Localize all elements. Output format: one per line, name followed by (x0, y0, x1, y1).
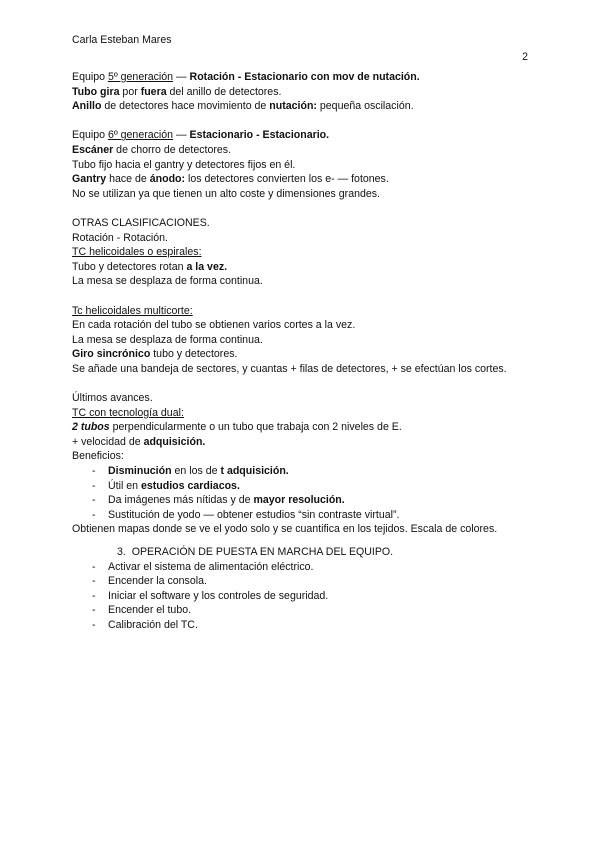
document-body (72, 70, 542, 633)
avances-closing: Obtienen mapas donde se ve el yodo solo y se cuantifica en los tejidos. Escala de colores. (72, 523, 498, 536)
gen6-line-5: No se utilizan ya que tienen un alto coste y dimensiones grandes. (72, 187, 380, 200)
multicorte-line-1: En cada rotación del tubo se obtienen varios cortes a la vez. (72, 319, 356, 332)
gen5-line-3: Anillo de detectores hace movimiento de nutación: pequeña oscilación. (72, 100, 414, 113)
gen5-heading: Equipo 5º generación — Rotación - Estacionario con mov de nutación. (72, 71, 420, 83)
dual-title: TC con tecnología dual: (72, 406, 184, 419)
operacion-step: - Iniciar el software y los controles de seguridad. (92, 589, 329, 602)
avances-heading: Últimos avances. (72, 392, 153, 405)
gen6-heading: Equipo 6º generación — Estacionario - Estacionario. (72, 129, 330, 142)
helicoidales-line-2: La mesa se desplaza de forma continua. (72, 275, 263, 288)
multicorte-line-3: Giro sincrónico tubo y detectores. (72, 348, 238, 361)
header-author: Carla Esteban Mares (72, 34, 172, 46)
beneficio-item: - Útil en estudios cardiacos. (92, 479, 240, 492)
otras-heading: OTRAS CLASIFICACIONES. (72, 216, 210, 229)
helicoidales-line-1: Tubo y detectores rotan a la vez. (72, 260, 228, 273)
gen5-line-2: Tubo gira por fuera del anillo de detectores. (72, 85, 282, 98)
multicorte-title: Tc helicoidales multicorte: (72, 304, 193, 317)
helicoidales-title: TC helicoidales o espirales: (72, 246, 202, 259)
gen6-line-4: Gantry hace de ánodo: los detectores convierten los e- — fotones. (72, 173, 389, 186)
gen6-line-2: Escáner de chorro de detectores. (72, 143, 232, 156)
otras-rotacion: Rotación - Rotación. (72, 231, 168, 244)
multicorte-line-4: Se añade una bandeja de sectores, y cuantas + filas de detectores, + se efectúan los cortes. (72, 362, 507, 375)
operacion-step: - Calibración del TC. (92, 618, 198, 631)
beneficio-item: - Sustitución de yodo — obtener estudios “sin contraste virtual”. (92, 508, 400, 521)
dual-line-2: + velocidad de adquisición. (72, 435, 206, 448)
beneficios-label: Beneficios: (72, 450, 124, 463)
operacion-step: - Activar el sistema de alimentación eléctrico. (92, 560, 314, 573)
beneficio-item: - Da imágenes más nítidas y de mayor resolución. (92, 494, 345, 507)
page-number: 2 (522, 51, 528, 63)
dual-line-1: 2 tubos perpendicularmente o un tubo que trabaja con 2 niveles de E. (72, 421, 402, 434)
gen6-line-3: Tubo fijo hacia el gantry y detectores fijos en él. (72, 158, 296, 171)
beneficio-item: - Disminución en los de t adquisición. (92, 465, 289, 478)
operacion-step: - Encender el tubo. (92, 604, 192, 617)
operacion-heading: 3. OPERACIÓN DE PUESTA EN MARCHA DEL EQUIPO. (117, 546, 394, 558)
operacion-step: - Encender la consola. (92, 575, 207, 588)
multicorte-line-2: La mesa se desplaza de forma continua. (72, 333, 263, 346)
